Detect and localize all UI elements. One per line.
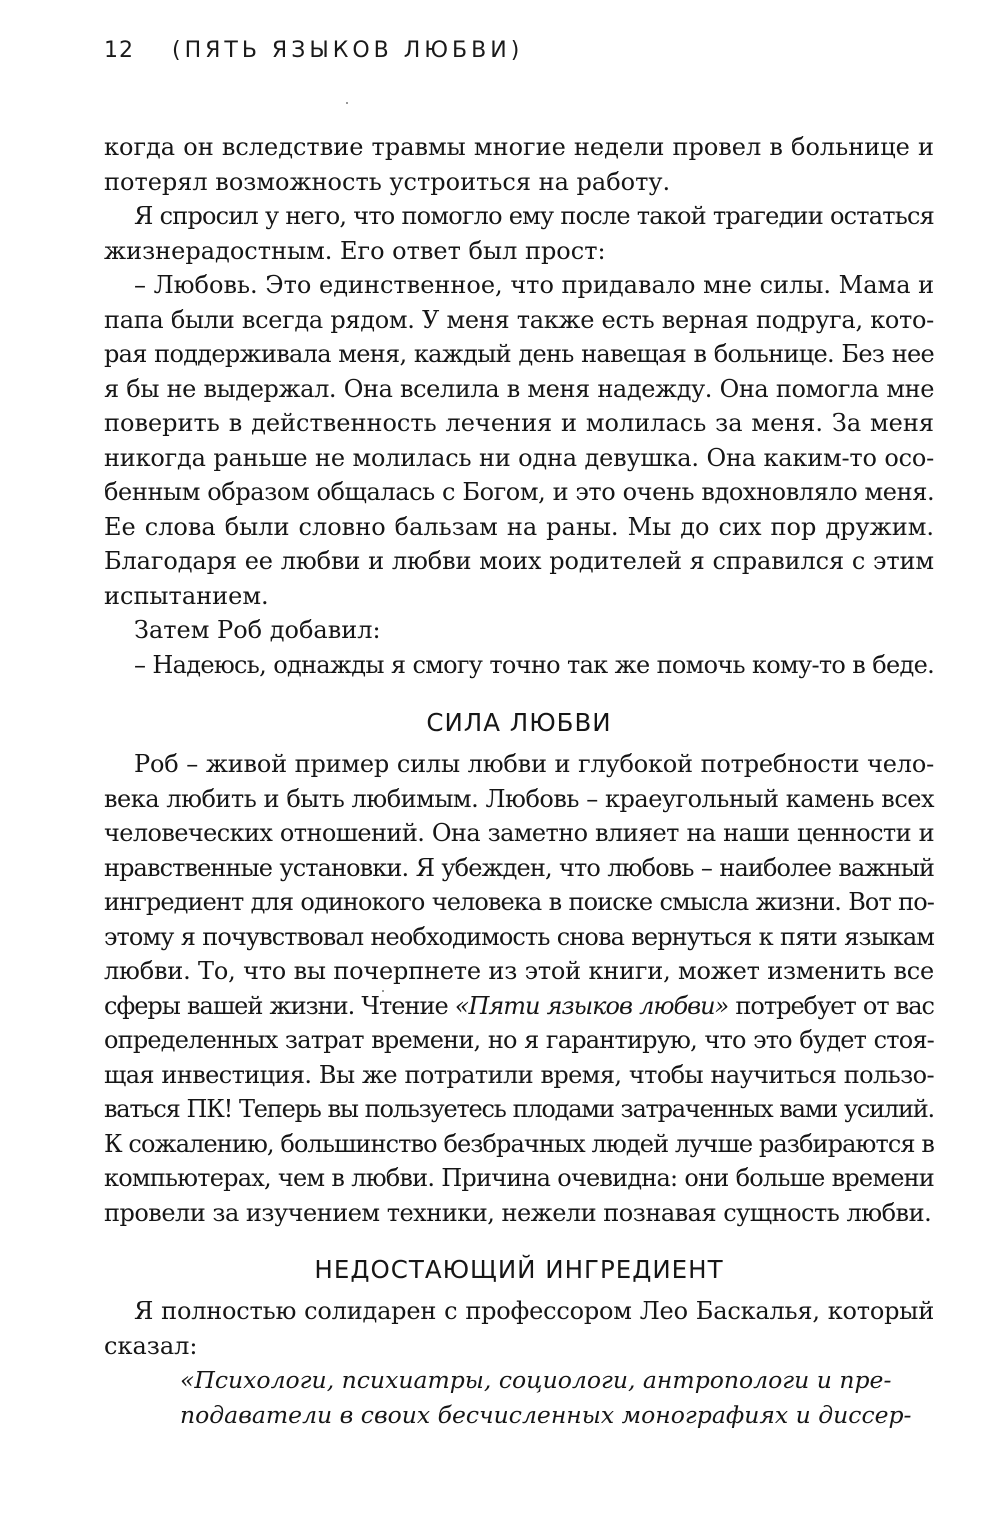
text-line: Я спросил у него, что помогло ему после такой трагедии остаться [134, 202, 934, 230]
text-line: века любить и быть любимым. Любовь – краеугольный камень всех [104, 784, 934, 813]
text-line: сказал: [104, 1331, 198, 1360]
text-line: папа были всегда рядом. У меня также есть верная подруга, кото- [104, 305, 934, 334]
power-of-love-text-block [104, 747, 934, 1230]
text-line: Я полностью солидарен с профессором Лео Баскалья, который [134, 1297, 934, 1325]
text-line: Ее слова были словно бальзам на раны. Мы до сих пор дружим. [104, 512, 934, 541]
text-line: испытанием. [104, 581, 269, 610]
text-line: Затем Роб добавил: [134, 616, 381, 644]
print-speck [346, 102, 348, 104]
text-line: бенным образом общалась с Богом, и это очень вдохновляло меня. [104, 478, 935, 506]
text-line: компьютерах, чем в любви. Причина очевидна: они больше времени [104, 1164, 934, 1192]
quote-line: «Психологи, психиатры, социологи, антропологи и пре- [180, 1366, 892, 1394]
missing-ingredient-text-block [104, 1294, 934, 1363]
text-line: опредeленных затрат времени, но я гарантирую, что это будет стоя- [104, 1026, 934, 1054]
text-line: провели за изучением техники, нежели познавая сущность любви. [104, 1198, 932, 1227]
book-title-italic: «Пяти языков любви» [454, 991, 729, 1020]
text-line: любви. То, что вы почерпнете из этой книги, может изменить все [104, 957, 934, 985]
text-line: я бы не выдержал. Она вселила в меня надежду. Она помогла мне [104, 374, 934, 403]
print-speck [382, 990, 384, 992]
text-fragment: потребует от вас [728, 991, 934, 1020]
quotation-block [180, 1363, 934, 1432]
text-line: – Надеюсь, однажды я смогу точно так же помочь кому-то в беде. [134, 650, 934, 679]
running-head [104, 38, 523, 63]
page-number: 12 [104, 38, 134, 63]
text-line: К сожалению, большинство безбрачных людей лучше разбираются в [104, 1129, 934, 1158]
text-line: жизнерадостным. Его ответ был прост: [104, 236, 606, 265]
text-line: никогда раньше не молилась ни одна девушка. Она каким-то осо- [104, 443, 934, 472]
text-line: – Любовь. Это единственное, что придавало мне силы. Мама и [134, 271, 935, 299]
quote-line: подаватели в своих бесчисленных монографиях и диссер- [180, 1400, 912, 1429]
text-line: ваться ПК! Теперь вы пользуетесь плодами затраченных вами усилий. [104, 1095, 934, 1123]
text-line: Благодаря ее любви и любви моих родителей я справился с этим [104, 547, 934, 575]
text-line: щая инвестиция. Вы же потратили время, чтобы научиться пользо- [104, 1060, 934, 1089]
text-line-with-book-title [104, 989, 934, 1024]
text-line: ингредиент для одинокого человека в поиске смысла жизни. Вот по- [104, 888, 934, 916]
text-line: Роб – живой пример силы любви и глубокой потребности чело- [134, 750, 934, 778]
text-line: поверить в действенность лечения и молилась за меня. За меня [104, 409, 934, 437]
book-title: (ПЯТЬ ЯЗЫКОВ ЛЮБВИ) [172, 38, 524, 63]
section-heading-power-of-love: СИЛА ЛЮБВИ [426, 708, 612, 737]
text-line: этому я почувствовал необходимость снова вернуться к пяти языкам [104, 922, 934, 951]
section-heading-missing-ingredient: НЕДОСТАЮЩИЙ ИНГРЕДИЕНТ [314, 1255, 724, 1284]
opening-text-block [104, 130, 934, 682]
text-line: нравственные установки. Я убежден, что любовь – наиболее важный [104, 853, 934, 882]
text-fragment: сферы вашей жизни. Чтение [104, 991, 455, 1020]
text-line: когда он вследствие травмы многие недели провел в больнице и [104, 133, 934, 161]
text-line: потерял возможность устроиться на работу. [104, 167, 671, 196]
text-line: человеческих отношений. Она заметно влияет на наши ценности и [104, 819, 934, 847]
text-line: рая поддерживала меня, каждый день навещая в больнице. Без нее [104, 340, 934, 368]
